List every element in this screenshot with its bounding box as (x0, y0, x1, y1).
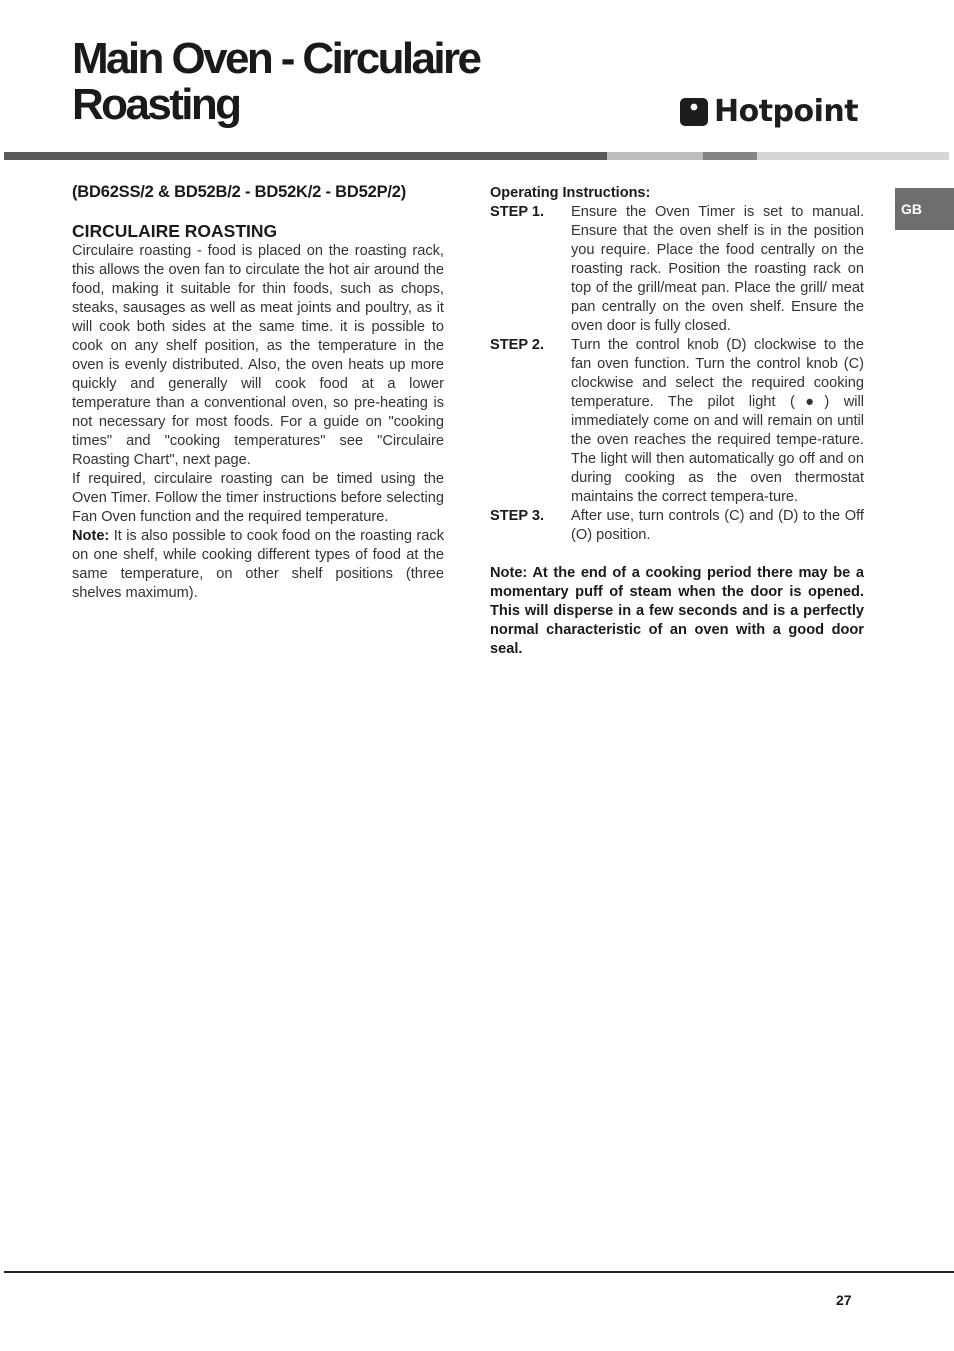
step-label: STEP 2. (490, 337, 545, 353)
brand-logo (680, 92, 858, 132)
step-text: Turn the control knob (D) clockwise to the fan oven function. Turn the control knob (C) clockwise and select the required cooking temperature. The pilot light (●) will immediately come on and will remain on until the oven reaches the required tempe-rature. The light will then automatically go off and on during cooking as the oven thermostat maintains the correct tempera-ture. (571, 337, 864, 505)
step-text: Ensure the Oven Timer is set to manual. Ensure that the oven shelf is in the position you require. Place the food centrally on the roasting rack. Position the roasting rack on top of the grill/meat pan. Place the grill/ meat pan centrally on the oven shelf. Ensure the oven door is fully closed. (571, 204, 864, 334)
page-title-line-2: Roasting (72, 80, 240, 129)
body-text (72, 242, 444, 603)
note-label: Note: (72, 528, 110, 544)
header-band-light (607, 152, 703, 160)
steam-note: Note: At the end of a cooking period there may be a momentary puff of steam when the door is opened. This will disperse in a few seconds and is a perfectly normal characteristic of an oven with a good door seal. (490, 565, 864, 657)
operating-instructions-title: Operating Instructions: (490, 185, 651, 201)
hotpoint-logo-icon (680, 98, 708, 126)
language-tab: GB (895, 188, 954, 230)
footer-rule (4, 1271, 954, 1273)
left-column (72, 183, 444, 603)
note-text: It is also possible to cook food on the roasting rack on one shelf, while cooking different types of food at the same temperature, on other shelf positions (three shelves maximum). (72, 528, 444, 601)
section-heading: CIRCULAIRE ROASTING (72, 221, 278, 241)
paragraph-note (72, 527, 444, 603)
step-2 (490, 336, 864, 507)
step-label: STEP 1. (490, 204, 545, 220)
page-number: 27 (836, 1292, 852, 1308)
brand-name: Hotpoint (714, 94, 859, 129)
right-column (490, 184, 864, 659)
model-numbers: (BD62SS/2 & BD52B/2 - BD52K/2 - BD52P/2) (72, 183, 407, 201)
page-title (72, 36, 632, 128)
header-band-lightest (757, 152, 949, 160)
step-3 (490, 507, 864, 545)
paragraph-intro: Circulaire roasting - food is placed on the roasting rack, this allows the oven fan to circulate the hot air around the food, making it suitable for thin foods, such as chops, steaks, sausages as well as meat joints and poultry, as it will cook both sides at the same time. it is possible to cook on any shelf position, as the temperature in the oven is evenly distributed. Also, the oven heats up more quickly and generally will cook food at a lower temperature than a conventional oven, so pre-heating is not necessary for most foods. For a guide on "cooking times" and "cooking temperatures" see "Circulaire Roasting Chart", next page. (72, 243, 444, 468)
step-1 (490, 203, 864, 336)
step-text: After use, turn controls (C) and (D) to the Off (O) position. (571, 508, 864, 543)
paragraph-timer: If required, circulaire roasting can be timed using the Oven Timer. Follow the timer instructions before selecting Fan Oven function and the required temperature. (72, 471, 444, 525)
header-band-dark (4, 152, 607, 160)
step-label: STEP 3. (490, 508, 545, 524)
page-title-line-1: Main Oven - Circulaire (72, 34, 480, 83)
header-band-mid (703, 152, 757, 160)
